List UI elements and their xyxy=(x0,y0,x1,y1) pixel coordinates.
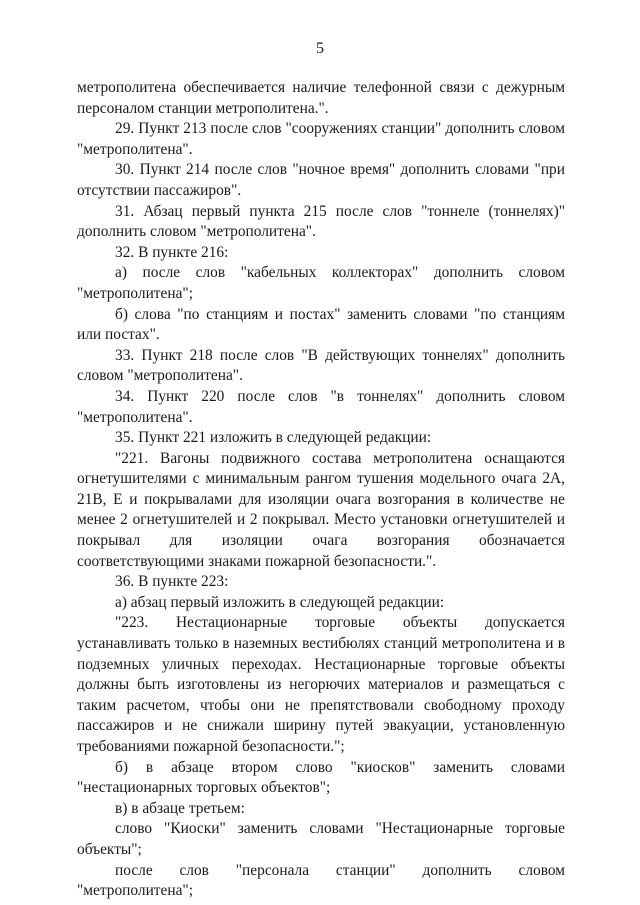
paragraph: б) слова "по станциям и постах" заменить словами "по станциям или постах". xyxy=(77,305,565,344)
paragraph: 36. В пункте 223: xyxy=(115,573,229,591)
paragraph: а) после слов "кабельных коллекторах" дополнить словом "метрополитена"; xyxy=(77,264,565,302)
paragraph: 29. Пункт 213 после слов "сооружениях станции" дополнить словом "метрополитена". xyxy=(77,120,565,158)
paragraph: б) в абзаце втором слово "киосков" заменить словами "нестационарных торговых объектов"; xyxy=(77,758,565,797)
paragraph: 33. Пункт 218 после слов "В действующих тоннелях" дополнить словом "метрополитена". xyxy=(77,346,565,385)
paragraph: в) в абзаце третьем: xyxy=(115,799,245,817)
paragraph: метрополитена обеспечивается наличие телефонной связи с дежурным персоналом станции метрополитена.". xyxy=(77,79,565,117)
paragraph: слово "Киоски" заменить словами "Нестационарные торговые объекты"; xyxy=(77,820,565,858)
paragraph: "221. Вагоны подвижного состава метрополитена оснащаются огнетушителями с минимальным рангом тушения модельного очага 2А, 21В, Е и покрывалами для изоляции очага возгорания в количестве не менее 2 огнетушителей и 2 покрывал. Место установки огнетушителей и покрывал для изоляции очага возгорания обозначается соответствующими знаками пожарной безопасности.". xyxy=(77,449,565,570)
paragraph: 30. Пункт 214 после слов "ночное время" дополнить словами "при отсутствии пассажиров". xyxy=(77,161,565,199)
paragraph: 32. В пункте 216: xyxy=(115,243,229,261)
paragraph: 31. Абзац первый пункта 215 после слов "тоннеле (тоннелях)" дополнить словом "метрополитена". xyxy=(77,202,565,241)
page-number: 5 xyxy=(316,40,324,57)
paragraph: 34. Пункт 220 после слов "в тоннелях" дополнить словом "метрополитена". xyxy=(77,387,565,426)
paragraph: после слов "персонала станции" дополнить словом "метрополитена"; xyxy=(77,861,565,900)
paragraph: а) абзац первый изложить в следующей редакции: xyxy=(115,593,445,611)
paragraph: "223. Нестационарные торговые объекты допускается устанавливать только в наземных вестибюлях станций метрополитена и в подземных уличных переходах. Нестационарные торговые объекты должны быть изготовлены из негорючих материалов и размещаться с таким расчетом, чтобы они не препятствовали свободному проходу пассажиров и не снижали ширину путей эвакуации, установленную требованиями пожарной безопасности."; xyxy=(77,614,565,755)
paragraph: 35. Пункт 221 изложить в следующей редакции: xyxy=(115,429,432,447)
document-body xyxy=(77,78,565,902)
